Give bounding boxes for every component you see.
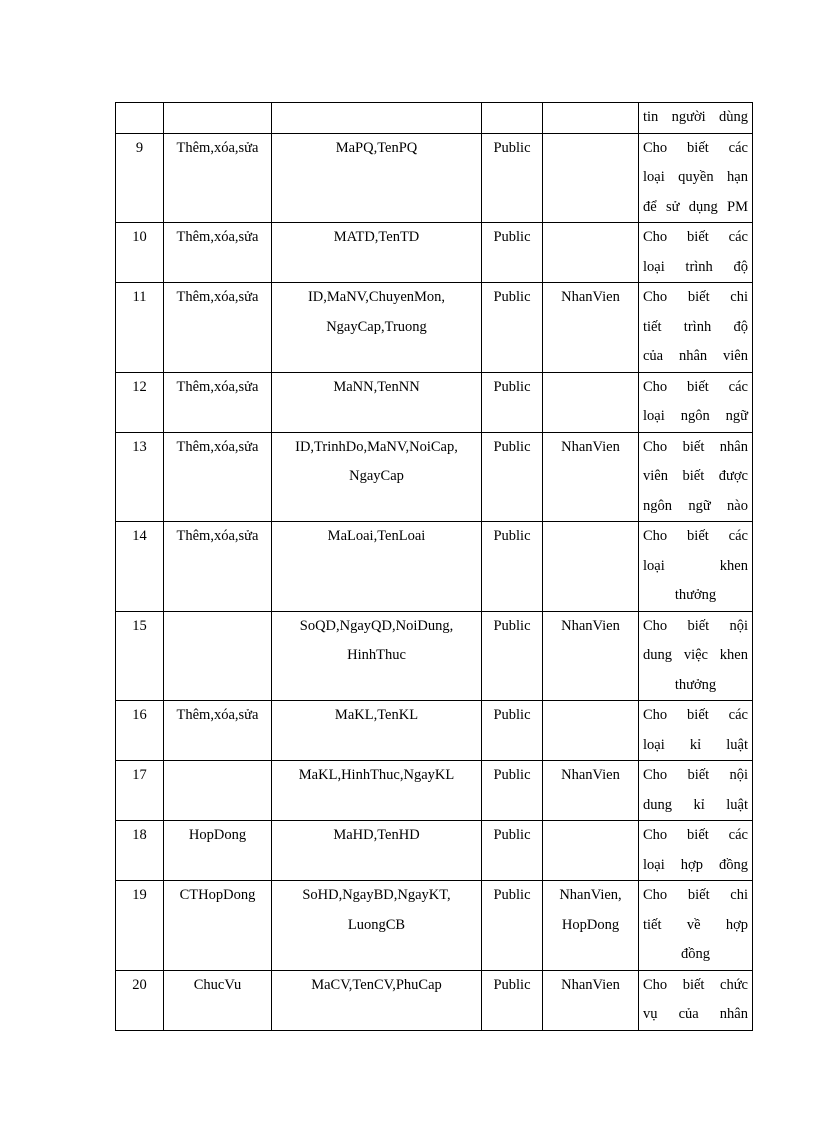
cell-text-line: loại ngôn ngữ bbox=[643, 408, 748, 424]
cell-scope bbox=[482, 283, 543, 373]
cell-fields bbox=[272, 611, 482, 701]
cell-text-line: NgayCap bbox=[349, 468, 404, 484]
cell-text-line: MATD,TenTD bbox=[333, 229, 420, 245]
cell-text-line: Public bbox=[493, 528, 531, 544]
cell-text-line: Public bbox=[493, 707, 531, 723]
cell-fields bbox=[272, 133, 482, 223]
cell-text-line: Cho biết nội bbox=[643, 617, 748, 634]
cell-text-line: Public bbox=[493, 976, 531, 993]
cell-fields bbox=[272, 103, 482, 134]
cell-text-line: Cho biết các bbox=[643, 139, 748, 156]
cell-reference bbox=[543, 223, 639, 283]
cell-text-line: viên biết được bbox=[643, 468, 748, 484]
cell-text-line: MaCV,TenCV,PhuCap bbox=[311, 976, 442, 993]
cell-text-line: ID,TrinhDo,MaNV,NoiCap, bbox=[295, 438, 458, 455]
cell-fields bbox=[272, 223, 482, 283]
cell-text-line: Public bbox=[493, 229, 531, 245]
cell-text-line: Public bbox=[493, 289, 531, 305]
cell-number bbox=[116, 761, 164, 821]
cell-text-line: Cho biết các bbox=[643, 707, 748, 723]
cell-text-line: 11 bbox=[132, 289, 147, 305]
cell-text-line: 10 bbox=[132, 229, 147, 245]
cell-reference bbox=[543, 133, 639, 223]
cell-text-line: Public bbox=[493, 887, 531, 903]
cell-text-line: ChucVu bbox=[193, 976, 242, 993]
cell-text-line: loại trình độ bbox=[643, 258, 748, 275]
cell-fields bbox=[272, 372, 482, 432]
cell-text-line: 14 bbox=[132, 528, 147, 544]
cell-text-line: tiết trình độ bbox=[643, 318, 748, 335]
cell-text-line: Cho biết chi bbox=[643, 289, 748, 305]
cell-fields bbox=[272, 821, 482, 881]
cell-action bbox=[164, 611, 272, 701]
cell-text-line: HopDong bbox=[561, 916, 620, 933]
cell-text-line: Thêm,xóa,sửa bbox=[176, 289, 259, 305]
cell-text-line: Thêm,xóa,sửa bbox=[176, 139, 259, 156]
cell-text-line: NhanVien bbox=[561, 767, 620, 783]
cell-number bbox=[116, 133, 164, 223]
cell-reference bbox=[543, 103, 639, 134]
cell-text-line: dung việc khen bbox=[643, 647, 748, 663]
cell-action bbox=[164, 133, 272, 223]
cell-text-line: thưởng bbox=[674, 587, 717, 603]
table-row bbox=[116, 133, 753, 223]
cell-text-line: MaPQ,TenPQ bbox=[335, 139, 418, 156]
cell-reference bbox=[543, 970, 639, 1030]
cell-description bbox=[639, 701, 753, 761]
cell-text-line: Cho biết các bbox=[643, 378, 748, 395]
cell-text-line: MaHD,TenHD bbox=[333, 827, 420, 843]
cell-text-line: Cho biết các bbox=[643, 827, 748, 843]
cell-reference bbox=[543, 283, 639, 373]
cell-fields bbox=[272, 881, 482, 971]
cell-reference bbox=[543, 611, 639, 701]
cell-text-line: vụ của nhân bbox=[643, 1006, 748, 1022]
table-row bbox=[116, 761, 753, 821]
cell-description bbox=[639, 522, 753, 612]
spec-table bbox=[115, 102, 753, 1031]
cell-text-line: CTHopDong bbox=[179, 887, 256, 903]
cell-text-line: LuongCB bbox=[347, 916, 406, 933]
cell-text-line: của nhân viên bbox=[643, 348, 748, 364]
cell-text-line: loại hợp đồng bbox=[643, 856, 748, 873]
table-row bbox=[116, 970, 753, 1030]
table-row bbox=[116, 372, 753, 432]
cell-text-line: loại quyền hạn bbox=[643, 169, 748, 185]
table-row bbox=[116, 432, 753, 522]
cell-scope bbox=[482, 103, 543, 134]
cell-reference bbox=[543, 761, 639, 821]
cell-description bbox=[639, 372, 753, 432]
cell-description bbox=[639, 133, 753, 223]
cell-text-line: NhanVien bbox=[561, 617, 620, 634]
cell-text-line: ID,MaNV,ChuyenMon, bbox=[307, 289, 446, 305]
cell-text-line: HopDong bbox=[188, 827, 247, 843]
table-row bbox=[116, 821, 753, 881]
cell-text-line: 18 bbox=[132, 827, 147, 843]
cell-fields bbox=[272, 522, 482, 612]
cell-text-line: MaNN,TenNN bbox=[333, 378, 420, 395]
cell-action bbox=[164, 372, 272, 432]
cell-text-line: MaKL,HinhThuc,NgayKL bbox=[298, 767, 455, 783]
cell-action bbox=[164, 522, 272, 612]
cell-text-line: 9 bbox=[135, 139, 144, 156]
cell-text-line: dung kỉ luật bbox=[643, 796, 748, 813]
cell-fields bbox=[272, 432, 482, 522]
table-body bbox=[116, 103, 753, 1031]
cell-text-line: Cho biết các bbox=[643, 528, 748, 544]
cell-description bbox=[639, 432, 753, 522]
cell-action bbox=[164, 701, 272, 761]
cell-text-line: Public bbox=[493, 767, 531, 783]
cell-text-line: Public bbox=[493, 617, 531, 634]
table-row bbox=[116, 881, 753, 971]
cell-number bbox=[116, 432, 164, 522]
cell-text-line: Thêm,xóa,sửa bbox=[176, 378, 259, 395]
cell-number bbox=[116, 970, 164, 1030]
cell-fields bbox=[272, 283, 482, 373]
table-row bbox=[116, 611, 753, 701]
cell-text-line: HinhThuc bbox=[347, 647, 406, 663]
cell-text-line: NhanVien bbox=[561, 438, 620, 455]
cell-fields bbox=[272, 701, 482, 761]
table-row bbox=[116, 103, 753, 134]
table-row bbox=[116, 522, 753, 612]
cell-reference bbox=[543, 522, 639, 612]
cell-text-line: đồng bbox=[681, 946, 710, 962]
cell-reference bbox=[543, 881, 639, 971]
cell-text-line: Cho biết chức bbox=[643, 976, 748, 993]
cell-text-line: Cho biết nhân bbox=[643, 438, 748, 455]
cell-text-line: 15 bbox=[132, 617, 147, 634]
cell-number bbox=[116, 522, 164, 612]
cell-number bbox=[116, 372, 164, 432]
cell-scope bbox=[482, 372, 543, 432]
cell-text-line: loại khen bbox=[643, 557, 748, 574]
cell-action bbox=[164, 283, 272, 373]
cell-description bbox=[639, 821, 753, 881]
cell-text-line: Cho biết các bbox=[643, 229, 748, 245]
cell-text-line: Thêm,xóa,sửa bbox=[176, 707, 259, 723]
table-row bbox=[116, 701, 753, 761]
table-row bbox=[116, 223, 753, 283]
cell-reference bbox=[543, 821, 639, 881]
cell-description bbox=[639, 881, 753, 971]
cell-text-line: SoHD,NgayBD,NgayKT, bbox=[302, 887, 451, 903]
cell-text-line: để sử dụng PM bbox=[643, 198, 748, 215]
cell-number bbox=[116, 881, 164, 971]
cell-scope bbox=[482, 133, 543, 223]
cell-text-line: Thêm,xóa,sửa bbox=[176, 528, 259, 544]
cell-number bbox=[116, 701, 164, 761]
cell-reference bbox=[543, 701, 639, 761]
table-row bbox=[116, 283, 753, 373]
cell-text-line: NgayCap,Truong bbox=[326, 318, 427, 335]
cell-description bbox=[639, 223, 753, 283]
cell-text-line: Thêm,xóa,sửa bbox=[176, 438, 259, 455]
cell-text-line: Public bbox=[493, 139, 531, 156]
cell-description bbox=[639, 103, 753, 134]
cell-number bbox=[116, 821, 164, 881]
cell-text-line: ngôn ngữ nào bbox=[643, 497, 748, 514]
cell-scope bbox=[482, 223, 543, 283]
cell-text-line: MaLoai,TenLoai bbox=[327, 528, 426, 544]
cell-number bbox=[116, 223, 164, 283]
cell-text-line: Public bbox=[493, 438, 531, 455]
cell-description bbox=[639, 970, 753, 1030]
cell-text-line: Cho biết chi bbox=[643, 887, 748, 903]
cell-scope bbox=[482, 611, 543, 701]
cell-text-line: tiết về hợp bbox=[643, 916, 748, 933]
cell-description bbox=[639, 283, 753, 373]
cell-text-line: loại kỉ luật bbox=[643, 736, 748, 753]
cell-number bbox=[116, 283, 164, 373]
cell-text-line: NhanVien bbox=[561, 289, 620, 305]
cell-description bbox=[639, 611, 753, 701]
cell-text-line: Public bbox=[493, 827, 531, 843]
cell-text-line: 16 bbox=[132, 707, 147, 723]
cell-scope bbox=[482, 970, 543, 1030]
cell-text-line: 17 bbox=[132, 767, 147, 783]
cell-description bbox=[639, 761, 753, 821]
cell-number bbox=[116, 103, 164, 134]
cell-text-line: 13 bbox=[132, 438, 147, 455]
cell-action bbox=[164, 223, 272, 283]
cell-text-line: NhanVien, bbox=[559, 887, 622, 903]
cell-fields bbox=[272, 970, 482, 1030]
cell-action bbox=[164, 103, 272, 134]
cell-fields bbox=[272, 761, 482, 821]
cell-action bbox=[164, 821, 272, 881]
cell-text-line: Thêm,xóa,sửa bbox=[176, 229, 259, 245]
cell-number bbox=[116, 611, 164, 701]
cell-text-line: 20 bbox=[132, 976, 147, 993]
cell-text-line: 12 bbox=[132, 378, 147, 395]
cell-scope bbox=[482, 881, 543, 971]
cell-scope bbox=[482, 761, 543, 821]
cell-text-line: Public bbox=[493, 378, 531, 395]
cell-reference bbox=[543, 432, 639, 522]
cell-text-line: SoQD,NgayQD,NoiDung, bbox=[299, 617, 454, 634]
cell-scope bbox=[482, 701, 543, 761]
cell-text-line: tin người dùng bbox=[643, 109, 748, 125]
cell-text-line: MaKL,TenKL bbox=[334, 707, 419, 723]
cell-text-line: Cho biết nội bbox=[643, 767, 748, 783]
cell-text-line: NhanVien bbox=[561, 976, 620, 993]
cell-action bbox=[164, 432, 272, 522]
cell-action bbox=[164, 761, 272, 821]
cell-scope bbox=[482, 432, 543, 522]
cell-scope bbox=[482, 522, 543, 612]
cell-scope bbox=[482, 821, 543, 881]
cell-text-line: 19 bbox=[132, 887, 147, 903]
cell-action bbox=[164, 970, 272, 1030]
cell-reference bbox=[543, 372, 639, 432]
cell-text-line: thưởng bbox=[674, 676, 717, 693]
cell-action bbox=[164, 881, 272, 971]
